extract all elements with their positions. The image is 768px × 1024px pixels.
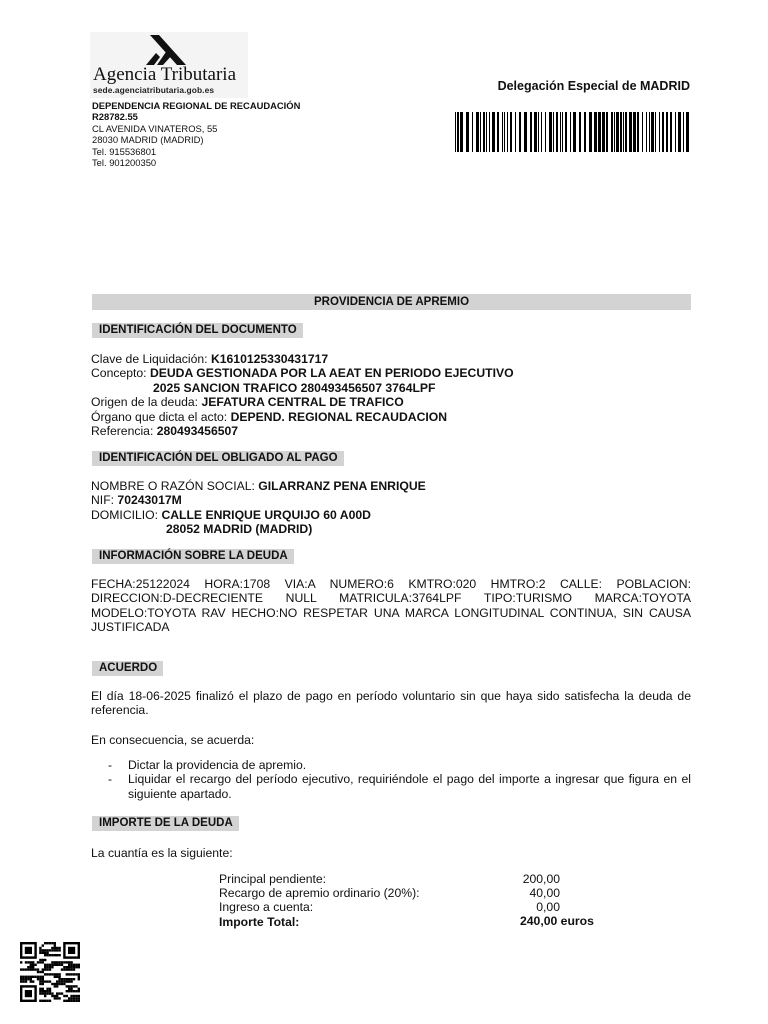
concepto-row: [91, 366, 514, 380]
nombre-row: [91, 479, 426, 493]
total-value: 240,00 euros: [520, 914, 594, 928]
logo-name: Agencia Tributaria: [93, 64, 237, 85]
nif-row: [91, 493, 426, 507]
clave-row: [91, 352, 514, 366]
importe-values: [430, 872, 560, 915]
ingreso-label: Ingreso a cuenta:: [219, 900, 314, 915]
importe-labels: [219, 872, 420, 929]
list-item: [108, 772, 691, 801]
document-title: PROVIDENCIA DE APREMIO: [92, 294, 691, 310]
principal-label: Principal pendiente:: [219, 872, 327, 886]
debt-information-text: FECHA:25122024 HORA:1708 VIA:A NUMERO:6 KMTRO:020 HMTRO:2 CALLE: POBLACION: DIRECCION:D-DECRECIENTE NULL MATRICULA:3764LPF TIPO:TURISMO MARCA:TOYOTA MODELO:TOYOTA RAV HECHO:NO RESPETAR UNA MARCA LONGITUDINAL CONTINUA, SIN CAUSA JUSTIFICADA: [91, 577, 691, 635]
office-phone-2: Tel. 901200350: [92, 157, 157, 169]
barcode-image: [455, 112, 690, 152]
origen-row: [91, 395, 514, 409]
referencia-row: [91, 424, 514, 438]
referencia-value: 280493456507: [156, 424, 239, 439]
ingreso-value: 0,00: [536, 900, 560, 915]
organo-value: DEPEND. REGIONAL RECAUDACION: [230, 409, 448, 424]
clave-value: K1610125330431717: [210, 352, 329, 366]
nombre-value: GILARRANZ PENA ENRIQUE: [258, 479, 426, 493]
office-street: CL AVENIDA VINATEROS, 55: [92, 122, 218, 134]
principal-value: 200,00: [522, 872, 560, 886]
agency-emblem-icon: [142, 33, 190, 67]
recargo-value: 40,00: [529, 886, 560, 901]
section-heading-obligado: IDENTIFICACIÓN DEL OBLIGADO AL PAGO: [92, 451, 344, 466]
list-dash: -: [108, 758, 113, 772]
origen-value: JEFATURA CENTRAL DE TRAFICO: [201, 395, 404, 410]
organo-label: Órgano que dicta el acto:: [91, 409, 228, 424]
acuerdo-bullet-2: Liquidar el recargo del período ejecutivo, requiriéndole el pago del importe a ingresar que figura en el siguiente apartado.: [128, 772, 691, 801]
domicilio-label: DOMICILIO:: [91, 507, 159, 522]
qr-code-image: [20, 942, 80, 1002]
office-city: 28030 MADRID (MADRID): [92, 134, 204, 146]
list-dash: -: [108, 772, 113, 787]
acuerdo-paragraph-2: En consecuencia, se acuerda:: [91, 733, 255, 747]
nombre-label: NOMBRE O RAZÓN SOCIAL:: [91, 479, 255, 493]
office-code: R28782.55: [92, 111, 138, 123]
domicilio-value-1: CALLE ENRIQUE URQUIJO 60 A00D: [161, 507, 371, 522]
importe-intro: La cuantía es la siguiente:: [91, 846, 233, 860]
section-heading-acuerdo: ACUERDO: [92, 661, 163, 676]
list-item: [108, 758, 691, 772]
domicilio-value-2: 28052 MADRID (MADRID): [166, 522, 313, 537]
section-heading-informacion: INFORMACIÓN SOBRE LA DEUDA: [92, 549, 294, 564]
recargo-label: Recargo de apremio ordinario (20%):: [219, 886, 420, 901]
origen-label: Origen de la deuda:: [91, 395, 199, 410]
total-label: Importe Total:: [219, 914, 300, 929]
clave-label: Clave de Liquidación:: [91, 352, 208, 366]
domicilio-row: [91, 508, 426, 522]
dependencia-name: DEPENDENCIA REGIONAL DE RECAUDACIÓN: [92, 100, 301, 111]
concepto-value-1: DEUDA GESTIONADA POR LA AEAT EN PERIODO EJECUTIVO: [149, 366, 514, 381]
referencia-label: Referencia:: [91, 424, 154, 439]
office-phone-1: Tel. 915536801: [92, 145, 157, 157]
acuerdo-paragraph-1: El día 18-06-2025 finalizó el plazo de pago en período voluntario sin que haya sido satisfecha la deuda de referencia.: [91, 689, 691, 718]
delegacion-title: Delegación Especial de MADRID: [497, 79, 690, 93]
document-identification-block: [91, 352, 514, 438]
acuerdo-list: [108, 758, 691, 801]
acuerdo-bullet-1: Dictar la providencia de apremio.: [128, 758, 307, 772]
concepto-value-2: 2025 SANCION TRAFICO 280493456507 3764LPF: [153, 380, 436, 395]
section-heading-documento: IDENTIFICACIÓN DEL DOCUMENTO: [92, 323, 303, 338]
obligado-block: [91, 479, 426, 537]
organo-row: [91, 410, 514, 424]
nif-label: NIF:: [91, 493, 115, 508]
section-heading-importe: IMPORTE DE LA DEUDA: [92, 816, 239, 831]
office-address-block: [92, 100, 300, 168]
logo-url: sede.agenciatributaria.gob.es: [93, 85, 215, 95]
nif-value: 70243017M: [117, 493, 182, 508]
concepto-label: Concepto:: [91, 366, 147, 381]
